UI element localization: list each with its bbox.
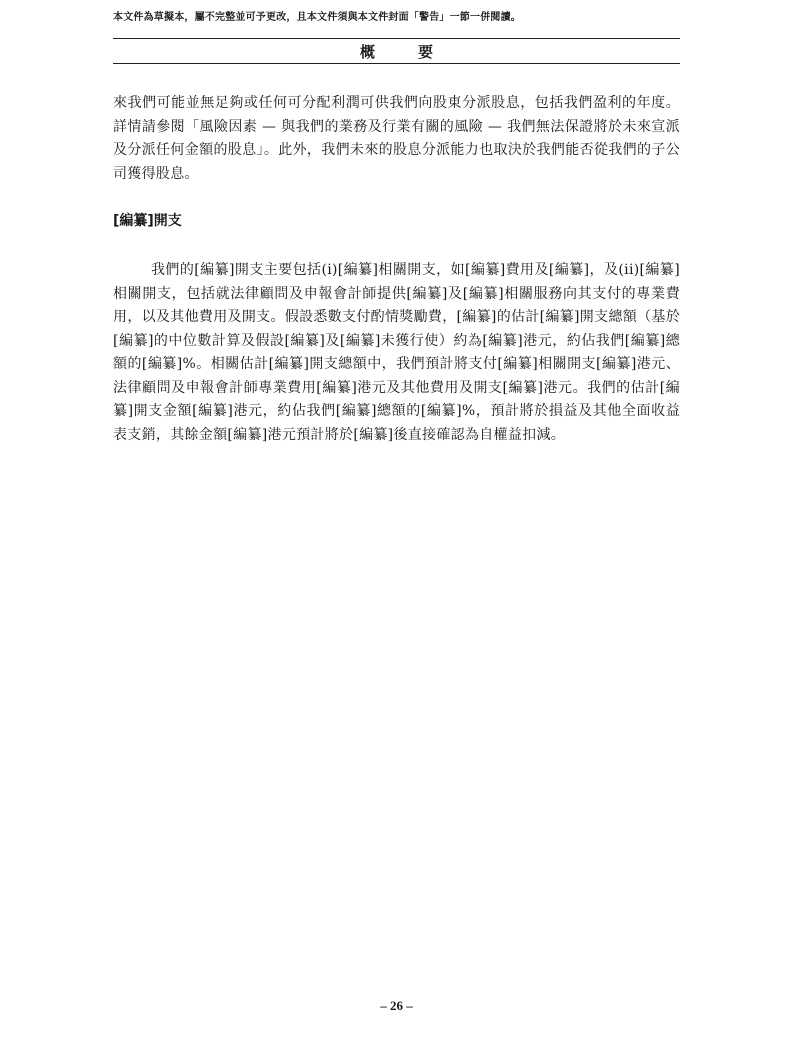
expenses-paragraph: 我們的[編纂]開支主要包括(i)[編纂]相關開支，如[編纂]費用及[編纂]，及(ii)[編纂]相關開支，包括就法律顧問及申報會計師提供[編纂]及[編纂]相關服務向其支付的專業費用，以及其他費用及開支。假設悉數支付酌情獎勵費，[編纂]的估計[編纂]開支總額（基於[編纂]的中位數計算及假設[編纂]及[編纂]未獲行使）約為[編纂]港元，約佔我們[編纂]總額的[編纂]%。相關估計[編纂]開支總額中，我們預計將支付[編纂]相關開支[編纂]港元、法律顧問及申報會計師專業費用[編纂]港元及其他費用及開支[編纂]港元。我們的估計[編纂]開支金額[編纂]港元，約佔我們[編纂]總額的[編纂]%，預計將於損益及其他全面收益表支銷，其餘金額[編纂]港元預計將於[編纂]後直接確認為自權益扣減。 (113, 262, 680, 443)
dividend-paragraph: 來我們可能並無足夠或任何可分配利潤可供我們向股東分派股息，包括我們盈利的年度。詳情請參閱「風險因素 — 與我們的業務及行業有關的風險 — 我們無法保證將於未來宣派及分派任何金額的股息」。此外，我們未來的股息分派能力也取決於我們能否從我們的子公司獲得股息。 (113, 95, 680, 182)
header-top-rule (113, 38, 680, 39)
section-heading: [編纂]開支 (113, 213, 182, 229)
header-bottom-rule (113, 63, 680, 64)
page-title: 概 要 (359, 43, 447, 61)
draft-warning-notice: 本文件為草擬本，屬不完整並可予更改，且本文件須與本文件封面「警告」一節一併閱讀。 (113, 12, 521, 23)
page-number: – 26 – (380, 998, 413, 1013)
